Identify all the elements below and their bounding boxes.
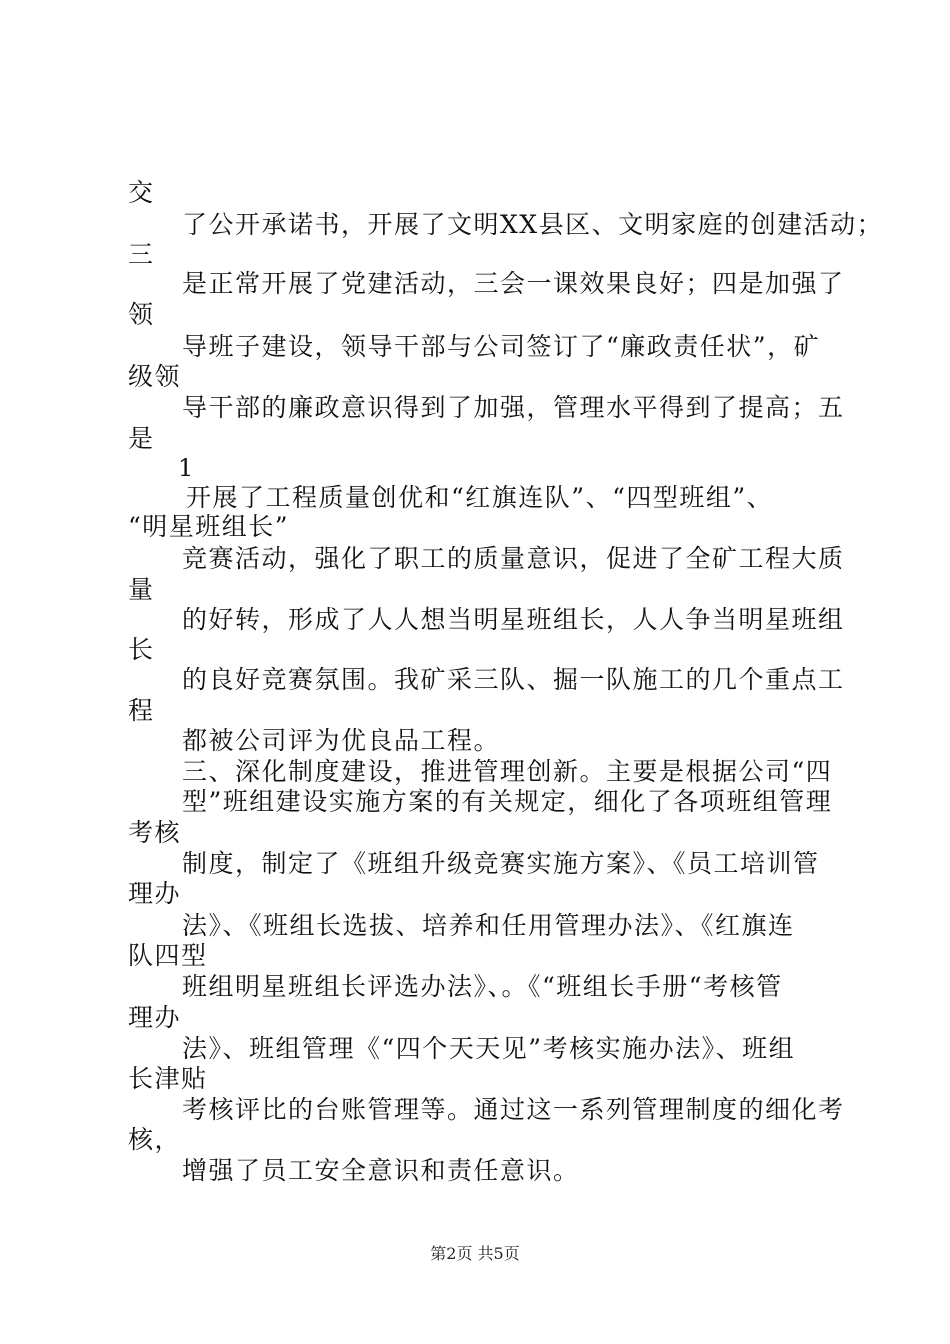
text-line: 队四型 <box>128 941 208 970</box>
text-line: 开展了工程质量创优和“红旗连队”、“四型班组”、 <box>186 483 774 512</box>
text-line: 核， <box>128 1125 182 1154</box>
section-heading-line: 三、深化制度建设，推进管理创新。主要是根据公司“四 <box>182 757 833 786</box>
page-footer: 第2页 共5页 <box>430 1244 520 1263</box>
text-line: 程 <box>128 696 155 725</box>
text-line: 都被公司评为优良品工程。 <box>182 726 501 755</box>
text-line: 长 <box>128 635 155 664</box>
text-line: 领 <box>128 300 155 329</box>
text-line: 制度，制定了《班组升级竞赛实施方案》、《员工培训管 <box>182 849 820 878</box>
text-line: 是正常开展了党建活动，三会一课效果良好；四是加强了 <box>182 269 845 298</box>
text-line: 的好转，形成了人人想当明星班组长，人人争当明星班组 <box>182 605 845 634</box>
text-line: 是 <box>128 424 155 453</box>
text-line: 理办 <box>128 879 182 908</box>
text-line: 量 <box>128 575 155 604</box>
text-line: 竞赛活动，强化了职工的质量意识，促进了全矿工程大质 <box>182 544 845 573</box>
text-line: 导干部的廉政意识得到了加强，管理水平得到了提高；五 <box>182 393 845 422</box>
text-line: 交 <box>128 178 155 207</box>
text-line: 法》、班组管理《“四个天天见”考核实施办法》、班组 <box>182 1034 796 1063</box>
text-line: 型”班组建设实施方案的有关规定，细化了各项班组管理 <box>182 787 833 816</box>
text-line: 考核评比的台账管理等。通过这一系列管理制度的细化考 <box>182 1095 845 1124</box>
text-line: “明星班组长” <box>128 512 290 541</box>
page-number-marker: 1 <box>178 454 195 482</box>
text-line: 增强了员工安全意识和责任意识。 <box>182 1156 580 1185</box>
text-line: 法》、《班组长选拔、培养和任用管理办法》、《红旗连 <box>182 911 795 940</box>
text-line: 导班子建设，领导干部与公司签订了“廉政责任状”，矿 <box>182 332 821 361</box>
text-line: 理办 <box>128 1003 182 1032</box>
text-line: 的良好竞赛氛围。我矿采三队、掘一队施工的几个重点工 <box>182 665 845 694</box>
text-line: 考核 <box>128 818 182 847</box>
text-line: 了公开承诺书，开展了文明XX县区、文明家庭的创建活动； <box>182 210 884 239</box>
text-line: 级领 <box>128 362 182 391</box>
text-line: 三 <box>128 240 155 269</box>
text-line: 班组明星班组长评选办法》、。《“班组长手册“考核管 <box>182 972 783 1001</box>
text-line: 长津贴 <box>128 1064 208 1093</box>
